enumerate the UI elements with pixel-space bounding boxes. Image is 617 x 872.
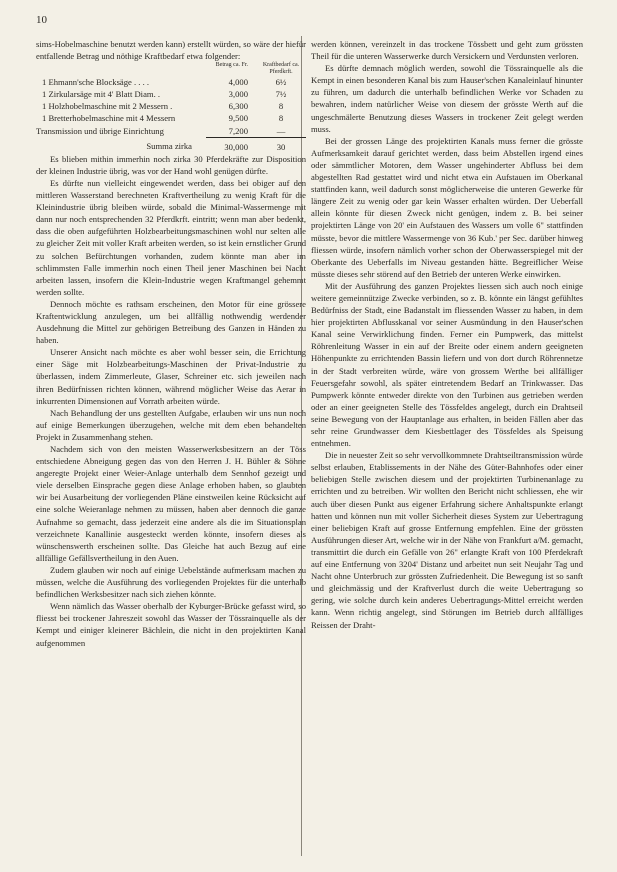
row-label: 1 Bretterhobelmaschine mit 4 Messern [42,113,176,124]
continued-paragraph: werden können, vereinzelt in das trockene Tössbett und geht zum grössten Theil für die unteren Wasserwerke durch Versickern und Verdunsten verloren. [311,39,583,62]
sum-betrag: 30,000 [206,137,256,153]
row-betrag: 6,300 [228,101,248,112]
sum-row [36,137,306,153]
page-number: 10 [36,14,47,26]
body-paragraph: Die in neuester Zeit so sehr vervollkommnete Drahtseiltransmission würde selbst erlauben, Etablissements in der Nähe des Güter-Bahnhofes oder einer beliebigen Stelle zwischen diesem und der projektirten Turbinenanlage zu errichten und zu betreiben. Wir wollten den Bericht nicht schliessen, ehe wir auch über diesen Punkt aus eigener Erfahrung sichere Anhaltspunkte erlangt hatten und können nun mit voller Sicherheit dieses System zur Uebertragung einer beliebigen Kraft auf grosse Entfernung empfehlen. Eine der grössten Ausführungen dieser Art, welche wir in der Nähe von Frankfurt a/M. gemacht, transmittirt die durch ein Gefälle von 26" erlangte Kraft von 100 Pferdekraft auf eine Entfernung von 3204' Distanz und arbeitet nun seit Neujahr Tag und Nacht ohne Unterbruch zur grössten Zufriedenheit. Die Bewegung ist so sanft und gleichmässig und der Kraftverlust durch die weite Uebertragung so gering, wie solche durch kein anderes Uebertragungs-Mittel erreicht werden kann. Wenn richtig angelegt, sind Störungen im Betrieb durch allfälliges Reissen der Draht- [311,450,583,630]
row-kraft: 8 [278,101,284,112]
table-header-row [36,62,306,76]
row-betrag: 4,000 [228,77,248,88]
table-row [36,125,306,138]
table-row [36,76,306,88]
body-paragraph: Unserer Ansicht nach möchte es aber wohl besser sein, die Errichtung einer Säge mit Holzbearbeitungs-Maschinen der Privat-Industrie zu überlassen, indem Zimmerleute, Glaser, Schreiner etc. sich jeweilen nach ihren Bedürfnissen richten können, während möglicher Weise das Aerar in inkurrenten Dimensionen auf Vorrath arbeiten würde. [36,347,306,406]
body-paragraph: Es blieben mithin immerhin noch zirka 30 Pferdekräfte zur Disposition der kleinen Industrie übrig, was vor der Hand wohl genügen dürfte. [36,153,306,176]
row-label: Transmission und übrige Einrichtung [36,125,164,136]
sum-kraft: 30 [256,137,306,153]
body-paragraph: Zudem glauben wir noch auf einige Uebelstände aufmerksam machen zu müssen, welche die Ausführung des vorliegenden Projektes für die unterhalb befindlichen Werksbesitzer nach sich ziehen könnte. [36,564,306,600]
right-column [311,38,583,631]
left-column [36,38,306,649]
column-header-betrag: Betrag ca. Fr. [215,62,248,69]
body-paragraph: Es dürfte demnach möglich werden, sowohl die Tössrainquelle als die Kempt in einen besonderen Kanal bis zum Hauser'schen Kanaleinlauf hinunter zu führen, um dadurch die unterhalb befindlichen Werke vor Schaden zu bewahren, indem natürlicher Weise von diesem der grösste Werth auf die ungeschmälerte Benutzung dieses Wassers in trockener Zeit gelegt werden muss. [311,63,583,134]
row-label: 1 Zirkularsäge mit 4' Blatt Diam. . [42,89,161,100]
row-kraft: — [276,125,286,136]
body-paragraph: Mit der Ausführung des ganzen Projektes liessen sich auch noch einige weitere gemeinnützige Zwecke verbinden, so z. B. könnte ein längst gefühltes Bedürfniss der Stadt, eine Badanstalt im fliessenden Wasser zu haben, in dem hier projektirten Abflusskanal vor seiner Ausmündung in den Hauser'schen Kanal seine Verwirklichung finden. Ferner ein Pumpwerk, das mittelst Röhrenleitung Wasser in ein auf der Breite oder einem andern geeigneten Höhenpunkte zu errichtenden Bassin liefern und von dort durch Röhrennetze in der Stadt verbreiten würde, wäre von grossem Werthe bei allfälliger Feuersgefahr sowohl, als später eintretendem Bedarf an Trinkwasser. Das Pumpwerk könnte entweder direkte von den Turbinen aus getrieben werden oder an einer geeigneten Stelle des Tössfeldes angelegt, durch ein Drahtseil seine Bewegung von der Hauptanlage aus erhalten, in beiden Fällen aber das sehr reine Grundwasser dem Kiesbettlager des Tössfeldes als Speisung entnehmen. [311,280,583,449]
body-paragraph: Wenn nämlich das Wasser oberhalb der Kyburger-Brücke gefasst wird, so fliesst bei trockener Jahreszeit sowohl das Wasser der Tössrainquelle als der Kempt und einiger kleinerer Bächlein, die nicht in den projektirten Kanal aufgenommen [36,601,306,648]
row-label: 1 Holzhobelmaschine mit 2 Messern . [42,101,173,112]
table-row [36,112,306,124]
intro-paragraph: sims-Hobelmaschine benutzt werden kann) erstellt würden, so wäre der hiefür entfallende Betrag und nöthige Kraftbedarf etwa folgender: [36,39,306,62]
row-betrag: 9,500 [228,113,248,124]
row-betrag: 7,200 [228,125,248,136]
body-paragraph: Es dürfte nun vielleicht eingewendet werden, dass bei obiger auf den mittleren Wasserstand berechneten Kraftvertheilung zu wenig Kraft für die Kleinindustrie übrig bleiben würde, sobald die Minimal-Wassermenge mit dann nur noch entsprechenden 32 Pferdkrft. eintritt; wenn man aber bedenkt, dass die oben aufgeführten Holzbearbeitungsmaschinen wohl nur selten alle zu gleicher Zeit mit voller Kraft arbeiten werden, so ist kein ernstlicher Grund zu solchen Befürchtungen vorhanden, zudem könnte man aber im schlimmsten Falle immerhin noch einen Theil jener Maschinen bei Nacht arbeiten lassen, insofern die Klein-Industrie wegen Kraftmangel gehemmt werden sollte. [36,177,306,297]
body-paragraph: Nach Behandlung der uns gestellten Aufgabe, erlauben wir uns nun noch auf einige Bemerkungen überzugehen, welche mit dem eben behandelten Projekt in Zusammenhang stehen. [36,407,306,442]
body-paragraph: Nachdem sich von den meisten Wasserwerksbesitzern an der Töss entschiedene Abneigung gegen das von den Herren J. H. Bühler & Söhne angeregte Projekt einer Weier-Anlage unterhalb dem Sennhof gezeigt und viele derselben Einsprache gegen diese Anlage erhoben haben, so glaubten wir bei Ausarbeitung der vorliegenden Pläne einstweilen keine Rücksicht auf eine solche Weieranlage nehmen zu müssen, haben aber dennoch die ganze Aufnahme so gemacht, dass jederzeit eine andere als die im Situationsplan verzeichnete Kanallinie ausgesteckt werden könnte, insofern dieses als wünschenswerth erscheinen sollte. Das Gleiche hat auch Bezug auf eine allfällige Gefällsvertheilung in den Auen. [36,444,306,563]
table-row [36,100,306,112]
row-kraft: 8 [278,113,284,124]
row-kraft: 6½ [275,77,287,88]
body-paragraph: Bei der grossen Länge des projektirten Kanals muss ferner die grösste Aufmerksamkeit darauf gerichtet werden, dass beim Abstellen irgend eines oder sämmtlicher Motoren, dem Wasser ungehinderter Abfluss bei dem abgestellten Rad gestattet wird und nicht etwa ein Aufstauen im Oberkanal stattfinden kann, weil dadurch sonst möglicherweise die unteren Gewerke für längere Zeit zu wenig oder gar kein Wasser erhalten würden. Der Ueberfall allein könnte für diesen Zweck nicht genügen, indem z. B. bei seiner projektirten Länge von 20' ein Aufstauen des Wassers um volle 6" stattfinden müsste, bevor die mittlere Wassermenge von 36 Kub.' per Sec. darüber hinweg fliessen würde, insofern nämlich vorher schon der Oberwasserspiegel mit der Oberkante des Ueberfalls im Niveau gestanden hätte. Begreiflicher Weise müsste dieses sehr störend auf den Betrieb der unteren Werke einwirken. [311,135,583,279]
row-label: 1 Ehmann'sche Blocksäge . . . . [42,77,150,88]
cost-table [36,62,306,153]
row-kraft: 7½ [275,89,287,100]
column-header-kraft: Kraftbedarf ca. Pferdkrft. [262,62,300,76]
table-row [36,88,306,100]
row-betrag: 3,000 [228,89,248,100]
sum-label: Summa zirka [146,141,192,152]
body-paragraph: Dennoch möchte es rathsam erscheinen, den Motor für eine grössere Kraftentwicklung anzulegen, um bei allfällig nothwendig werdender Ausdehnung die Mittel zur gehörigen Betreibung des Ganzen in Händen zu haben. [36,298,306,346]
